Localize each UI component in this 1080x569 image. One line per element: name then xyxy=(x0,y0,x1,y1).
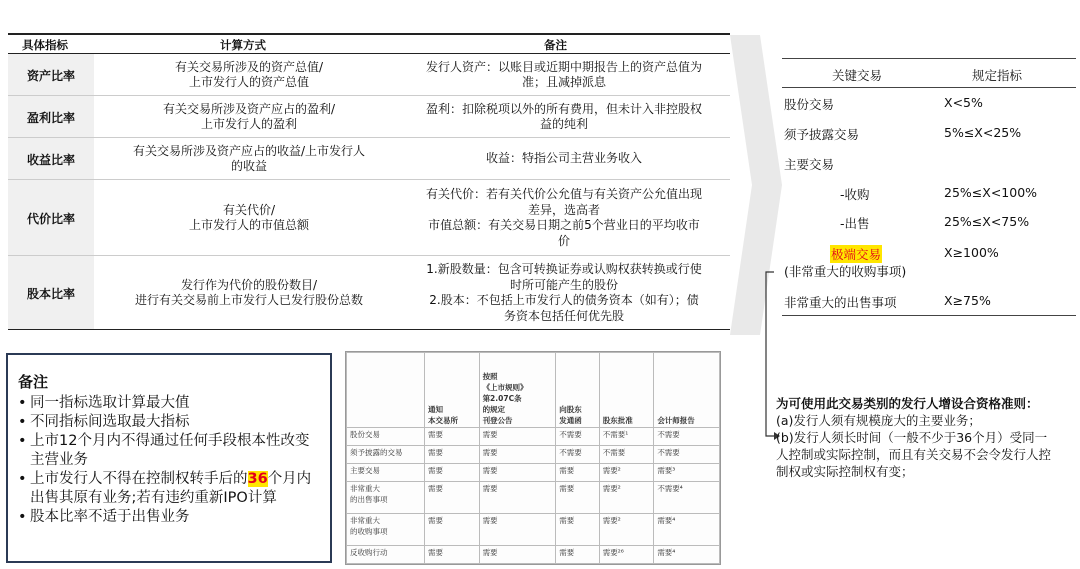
remark-text: 个月内出售其原有业务;若有违约重新IPO计算 xyxy=(30,471,312,506)
calc-line: 进行有关交易前上市发行人已发行股份总数 xyxy=(134,293,363,307)
cell: 非常重大 的出售事项 xyxy=(347,481,425,513)
cell: 需要 xyxy=(425,445,480,463)
header-cell xyxy=(347,353,425,428)
row-calculation xyxy=(104,256,394,330)
remark-line: 盈利：扣除税项以外的所有费用，但未计入非控股权 xyxy=(425,101,702,116)
remark-line: 发行人资产：以账目或近期中期报告上的资产总值为 xyxy=(425,59,702,74)
extreme-transaction-criteria xyxy=(776,395,1076,480)
cell: 需要 xyxy=(479,445,556,463)
row-indicator-name: 代价比率 xyxy=(8,180,94,256)
calc-line: 有关代价/ xyxy=(222,203,276,217)
list-item: • 不同指标间选取最大指标 xyxy=(18,413,320,432)
right-table-header xyxy=(782,58,1076,88)
header-remark: 备注 xyxy=(544,38,567,52)
transaction-type: 主要交易 xyxy=(784,157,835,172)
cell: 需要 xyxy=(479,463,556,481)
row-calculation xyxy=(104,54,394,96)
transaction-type: 须予披露交易 xyxy=(784,127,860,142)
table-row xyxy=(8,180,730,256)
cell: 主要交易 xyxy=(347,463,425,481)
header-indicator: 具体指标 xyxy=(22,38,68,52)
cell: 需要 xyxy=(425,427,480,445)
cell: 需要²⁶ xyxy=(599,545,654,563)
remark-line: 益的纯利 xyxy=(539,117,588,131)
cell: 需要 xyxy=(556,513,600,545)
transaction-type: -出售 xyxy=(840,216,870,231)
transaction-type: 股份交易 xyxy=(784,97,835,112)
table-row xyxy=(8,256,730,330)
threshold-value: 5%≤X<25% xyxy=(944,125,1022,140)
header-cell: 按照 《上市规则》 第2.07C条 的规定 刊登公告 xyxy=(479,353,556,428)
cell: 需要³ xyxy=(654,463,720,481)
header-calculation: 计算方式 xyxy=(220,38,266,52)
row-calculation xyxy=(104,96,394,138)
remarks-list xyxy=(18,394,320,527)
cell: 需要⁴ xyxy=(654,545,720,563)
cell: 需要 xyxy=(425,463,480,481)
remark-line: 市值总额：有关交易日期之前5个营业日的平均收市 xyxy=(428,218,700,232)
transaction-type: 非常重大的出售事项 xyxy=(784,295,897,310)
calc-line: 有关交易所涉及资产应占的盈利/ xyxy=(162,102,336,116)
calc-line: 有关交易所涉及的资产总值/ xyxy=(174,60,324,74)
extreme-transaction-highlight: 极端交易 xyxy=(831,247,882,262)
cell: 需要 xyxy=(479,513,556,545)
transaction-type: -收购 xyxy=(840,187,870,202)
threshold-value: X≥100% xyxy=(944,245,999,260)
table-row xyxy=(8,138,730,180)
calc-line: 发行作为代价的股份数目/ xyxy=(180,278,318,292)
cell: 需要² xyxy=(599,481,654,513)
header-cell: 会计师报告 xyxy=(654,353,720,428)
threshold-value: 25%≤X<75% xyxy=(944,214,1030,229)
highlight-36: 36 xyxy=(247,471,268,487)
remark-line: 2.股本：不包括上市发行人的债务资本（如有）；债 xyxy=(429,293,699,307)
remark-line: 差异，选高者 xyxy=(527,202,600,217)
cell: 需要 xyxy=(479,427,556,445)
row-remark xyxy=(400,96,728,138)
cell: 需要 xyxy=(556,481,600,513)
list-item: • 同一指标选取计算最大值 xyxy=(18,394,320,413)
remark-line: 时所可能产生的股份 xyxy=(509,277,618,292)
table-row xyxy=(8,96,730,138)
cell: 需要 xyxy=(425,545,480,563)
table-row xyxy=(347,427,720,445)
remark-line: 准；且减掉派息 xyxy=(521,75,606,89)
header-cell: 股东批准 xyxy=(599,353,654,428)
row-indicator-name: 资产比率 xyxy=(8,54,94,96)
cell: 股份交易 xyxy=(347,427,425,445)
list-item: • 股本比率不适于出售业务 xyxy=(18,508,320,527)
cell: 需要 xyxy=(556,545,600,563)
row-indicator-name: 盈利比率 xyxy=(8,96,94,138)
row-remark xyxy=(400,256,728,330)
criteria-line: 制权或实际控制权有变； xyxy=(776,464,914,479)
cell: 不需要⁴ xyxy=(654,481,720,513)
list-item: • 上市12个月内不得通过任何手段根本性改变主营业务 xyxy=(18,432,320,470)
calc-line: 有关交易所涉及资产应占的收益/上市发行人 xyxy=(132,144,366,158)
right-table-bottom-rule xyxy=(782,315,1076,316)
remark-line: 1.新股数量：包含可转换证券或认购权获转换或行使 xyxy=(426,262,702,276)
remark-line: 收益：特指公司主营业务收入 xyxy=(485,151,642,166)
row-calculation xyxy=(104,138,394,180)
requirements-grid xyxy=(346,352,720,564)
remark-line: 务资本包括任何优先股 xyxy=(503,308,624,323)
remark-line: 价 xyxy=(557,233,570,248)
cell: 需要 xyxy=(479,481,556,513)
calc-line: 的收益 xyxy=(230,159,267,173)
row-indicator-name: 收益比率 xyxy=(8,138,94,180)
table-row xyxy=(347,463,720,481)
row-indicator-name: 股本比率 xyxy=(8,256,94,330)
table-row xyxy=(347,481,720,513)
cell: 不需要¹ xyxy=(599,427,654,445)
table-row xyxy=(347,445,720,463)
cell: 需要² xyxy=(599,463,654,481)
remark-line: 有关代价：若有关代价公允值与有关资产公允值出现 xyxy=(425,187,702,201)
row-remark xyxy=(400,180,728,256)
row-calculation xyxy=(104,180,394,256)
cell: 不需要 xyxy=(654,427,720,445)
approval-requirements-table xyxy=(345,351,721,565)
threshold-value: X≥75% xyxy=(944,293,991,308)
list-item xyxy=(18,470,320,508)
cell: 需要 xyxy=(425,481,480,513)
cell: 需要 xyxy=(425,513,480,545)
row-remark xyxy=(400,54,728,96)
cell: 非常重大 的收购事项 xyxy=(347,513,425,545)
header-cell: 向股东 发通函 xyxy=(556,353,600,428)
row-remark xyxy=(400,138,728,180)
table-row xyxy=(347,545,720,563)
criteria-title: 为可使用此交易类别的发行人增设合资格准则： xyxy=(776,396,1039,411)
criteria-line: (b)发行人须长时间（一般不少于36个月）受同一 xyxy=(776,430,1048,445)
table-top-rule xyxy=(8,33,730,35)
table-row xyxy=(347,513,720,545)
cell: 需要 xyxy=(556,463,600,481)
calc-line: 上市发行人的资产总值 xyxy=(188,75,309,89)
threshold-value: 25%≤X<100% xyxy=(944,185,1038,200)
threshold-value: X<5% xyxy=(944,95,983,110)
transaction-type: (非常重大的收购事项) xyxy=(784,264,907,279)
header-key-transaction: 关键交易 xyxy=(832,68,883,83)
remarks-box xyxy=(6,353,332,563)
table-row xyxy=(8,54,730,96)
cell: 不需要 xyxy=(556,445,600,463)
cell: 不需要 xyxy=(599,445,654,463)
table-header-row xyxy=(347,353,720,428)
cell: 需要⁴ xyxy=(654,513,720,545)
cell: 不需要 xyxy=(556,427,600,445)
header-threshold: 规定指标 xyxy=(972,68,1023,83)
cell: 须予披露的交易 xyxy=(347,445,425,463)
cell: 需要 xyxy=(479,545,556,563)
header-cell: 通知 本交易所 xyxy=(425,353,480,428)
cell: 不需要 xyxy=(654,445,720,463)
remark-text: 上市发行人不得在控制权转手后的 xyxy=(30,471,248,487)
criteria-line: (a)发行人须有规模庞大的主要业务； xyxy=(776,413,981,428)
criteria-line: 人控制或实际控制，而且有关交易不会令发行人控 xyxy=(776,447,1052,462)
calc-line: 上市发行人的市值总额 xyxy=(188,218,309,232)
cell: 需要² xyxy=(599,513,654,545)
remarks-title: 备注 xyxy=(18,373,49,391)
calc-line: 上市发行人的盈利 xyxy=(200,117,297,131)
table-bottom-rule xyxy=(8,329,730,330)
cell: 反收购行动 xyxy=(347,545,425,563)
